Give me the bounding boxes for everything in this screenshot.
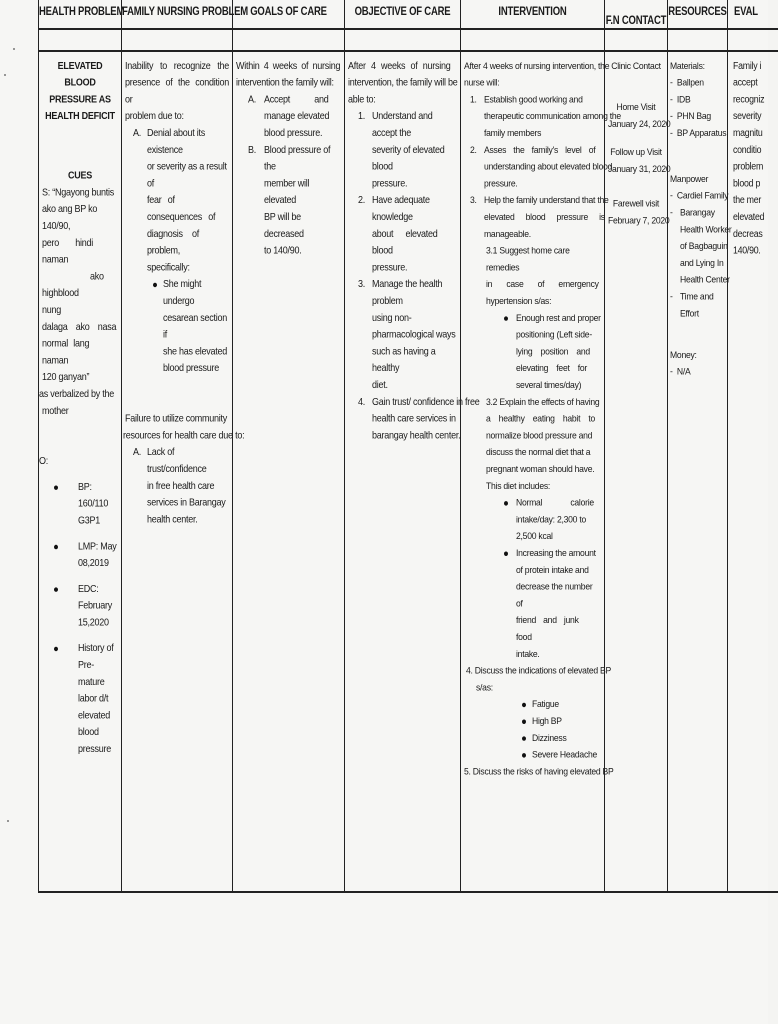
problem-text-line: Failure to utilize community: [125, 412, 228, 424]
resource-text: Health Worker: [680, 223, 732, 235]
intervention-text-line: 2,500 kcal: [516, 530, 553, 542]
intervention-text-line: of protein intake and: [516, 563, 589, 576]
intervention-text-line: nurse will:: [464, 76, 500, 88]
evaluation-cell: [727, 52, 778, 891]
objective-text-line: pressure.: [372, 261, 408, 273]
objective-cue-item: [42, 581, 118, 631]
intervention-text-line: After 4 weeks of nursing intervention, the: [464, 59, 610, 72]
bullet-icon: [153, 282, 157, 286]
table-row: [38, 52, 778, 893]
list-marker: 1.: [470, 93, 477, 105]
intervention-text-line: positioning (Left side-: [516, 328, 592, 340]
objective-text-line: pharmacological ways: [372, 328, 456, 340]
problem-text-line: specifically:: [147, 261, 190, 273]
list-marker: 2.: [470, 143, 477, 156]
objective-cue-text: EDC:: [78, 582, 99, 595]
goal-text-line: Blood pressure of the: [264, 143, 331, 172]
contact-text-line: Home Visit: [616, 101, 656, 113]
objective-cue-text: 15,2020: [78, 616, 109, 628]
objective-cue-text: elevated: [78, 709, 111, 721]
evaluation-text-line: the mer: [733, 194, 762, 206]
intervention-text-line: several times/day): [516, 379, 582, 391]
resource-text: N/A: [676, 365, 691, 377]
evaluation-text-line: problem: [733, 160, 764, 172]
objective-text-line: Manage the health problem: [372, 278, 443, 307]
objective-text-line: such as having a healthy: [372, 345, 436, 374]
objective-cue-item: [42, 479, 118, 529]
evaluation-text-line: conditio: [733, 143, 762, 156]
intervention-text-line: family members: [484, 127, 542, 139]
evaluation-text-line: severity: [733, 110, 762, 122]
problem-text-line: Lack of trust/confidence: [147, 446, 207, 475]
list-marker: 3.: [470, 194, 477, 206]
objective-cue-text: Pre-: [78, 659, 95, 671]
intervention-text-line: Help the family understand that the: [484, 194, 609, 206]
intervention-text-line: intake/day: 2,300 to: [516, 513, 587, 525]
intervention-text-line: in case of emergency: [486, 278, 599, 290]
table-header-row: [38, 0, 778, 30]
problem-text-line: Denial about its existence: [147, 127, 206, 156]
contact-text-line: Clinic Contact: [611, 59, 661, 72]
health-problem-title-line: HEALTH DEFICIT: [45, 110, 115, 122]
intervention-text-line: hypertension s/as:: [486, 295, 552, 307]
subjective-cue-line: pero hindi naman: [42, 236, 94, 265]
bullet-icon: [522, 719, 526, 723]
objective-cue-item: [42, 538, 118, 572]
subjective-cue-line: 120 ganyan”: [42, 371, 90, 383]
intervention-text-line: discuss the normal diet that a: [486, 446, 591, 458]
list-marker: 2.: [358, 194, 366, 206]
objective-cue-text: 08,2019: [78, 557, 109, 569]
goal-text-line: BP will be decreased: [264, 211, 304, 240]
intervention-text-line: Establish good working and: [484, 93, 583, 105]
symptom-text: Fatigue: [532, 698, 559, 710]
evaluation-text-line: Family i: [733, 59, 762, 72]
objective-cue-text: BP:: [78, 480, 92, 493]
header-health-problem: HEALTH PROBLEM: [39, 5, 125, 19]
problem-text-line: in free health care: [147, 479, 215, 492]
resource-text: and Lying In: [680, 256, 724, 269]
resource-text: BP Apparatus: [676, 127, 727, 139]
bullet-icon: [522, 736, 526, 740]
list-item: - N/A: [670, 365, 691, 377]
objective-cue-text: blood: [78, 726, 99, 738]
subjective-cue-line: dalaga ako nasa: [42, 320, 117, 332]
objective-text-line: pressure.: [372, 177, 408, 189]
problem-text-line: fear of consequences of: [147, 194, 216, 223]
goal-text-line: manage elevated: [264, 110, 330, 122]
objective-of-care-cell: [344, 52, 480, 891]
objective-text-line: diet.: [372, 379, 388, 391]
contact-text-line: Farewell visit: [612, 197, 660, 209]
health-problem-title-line: ELEVATED BLOOD: [57, 59, 103, 88]
resource-heading: Manpower: [670, 172, 709, 185]
intervention-text-line: a healthy eating habit to: [486, 412, 596, 424]
list-marker: A.: [248, 93, 257, 105]
objective-text-line: intervention, the family will be: [348, 76, 458, 88]
resource-text: of Bagbaguin: [680, 240, 728, 252]
intervention-text-line: Asses the family's level of: [484, 143, 596, 156]
intervention-text-line: friend and junk food: [516, 614, 579, 643]
objective-text-line: using non-: [372, 311, 412, 324]
list-item: - Ballpen: [670, 76, 704, 88]
objective-text-line: health care services in: [372, 412, 456, 424]
intervention-text-line: 3.2 Explain the effects of having: [486, 395, 600, 408]
resource-text: Health Center: [680, 273, 730, 285]
header-evaluation: EVAL: [734, 5, 758, 19]
intervention-text-line: 3.1 Suggest home care remedies: [486, 244, 570, 273]
health-problem-cell: [38, 52, 121, 891]
cues-label: CUES: [67, 169, 92, 181]
subjective-cue-line: normal lang naman: [42, 337, 90, 366]
bullet-icon: [504, 316, 508, 320]
intervention-text-line: Increasing the amount: [516, 547, 596, 559]
header-resources: RESOURCES: [668, 5, 727, 19]
scan-speck: [7, 820, 9, 822]
list-item: - IDB: [670, 93, 691, 105]
list-item: [522, 730, 601, 747]
objective-text-line: barangay health center.: [372, 429, 461, 441]
objective-text-line: Have adequate knowledge: [372, 194, 430, 223]
symptom-text: High BP: [532, 715, 562, 727]
list-item: - Cardiel Family: [670, 189, 729, 201]
intervention-text-line: decrease the number of: [516, 580, 593, 609]
resource-text: Ballpen: [676, 76, 704, 88]
family-nursing-problem-cell: [121, 52, 245, 891]
list-marker: 3.: [358, 278, 366, 290]
problem-text-line: She might undergo: [163, 278, 202, 307]
intervention-text-line: This diet includes:: [486, 479, 551, 492]
objective-cue-text: labor d/t: [78, 692, 109, 704]
bullet-icon: [522, 753, 526, 757]
goal-text-line: Within 4 weeks of nursing: [236, 59, 341, 72]
intervention-text-line: pressure.: [484, 177, 518, 189]
evaluation-text-line: decreas: [733, 227, 763, 240]
intervention-text-line: 5. Discuss the risks of having elevated BP: [464, 765, 614, 777]
evaluation-text-line: accept: [733, 76, 758, 88]
problem-text-line: presence of the condition or: [125, 76, 229, 105]
goal-text-line: to 140/90.: [264, 244, 302, 256]
objective-cue-item: [42, 640, 118, 758]
goals-of-care-cell: [232, 52, 344, 891]
list-marker: A.: [133, 127, 142, 139]
problem-text-line: blood pressure: [163, 362, 220, 374]
list-marker: B.: [248, 143, 257, 156]
bullet-icon: [54, 587, 58, 591]
list-item: [522, 696, 601, 713]
evaluation-text-line: blood p: [733, 177, 761, 189]
problem-text-line: or severity as a result of: [147, 160, 227, 189]
objective-cue-text: History of: [78, 642, 114, 654]
objective-text-line: able to:: [348, 93, 376, 105]
evaluation-text-line: magnitu: [733, 127, 763, 139]
intervention-text-line: understanding about elevated blood: [484, 160, 613, 172]
subjective-cue-line: highblood nung: [42, 287, 79, 316]
bullet-icon: [54, 646, 58, 650]
problem-text-line: problem due to:: [125, 110, 184, 122]
objective-cue-text: G3P1: [78, 514, 101, 526]
list-item: [522, 713, 601, 730]
objective-cue-text: LMP: May: [78, 540, 117, 552]
list-item: - Barangay Health Worker of Bagbaguin and Lying In Health Center: [670, 204, 724, 288]
objective-cue-text: pressure: [78, 743, 112, 755]
intervention-text-line: s/as:: [476, 681, 493, 693]
resource-text: IDB: [676, 93, 691, 105]
intervention-text-line: elevating feet for: [516, 362, 588, 374]
health-problem-title-line: PRESSURE AS: [49, 93, 111, 105]
problem-text-line: cesarean section if: [163, 311, 228, 340]
evaluation-text-line: recogniz: [733, 93, 765, 105]
contact-text-line: January 31, 2020: [608, 162, 671, 175]
resource-text: Effort: [680, 307, 699, 319]
bullet-icon: [54, 485, 58, 489]
evaluation-text-line: 140/90.: [733, 244, 761, 256]
list-marker: 1.: [358, 110, 366, 122]
objective-cue-text: mature: [78, 675, 105, 688]
symptom-text: Severe Headache: [532, 748, 598, 760]
problem-text-line: resources for health care due to:: [123, 429, 245, 441]
header-family-nursing-problem: FAMILY NURSING PROBLEM: [122, 5, 248, 19]
intervention-text-line: therapeutic communication among the: [484, 110, 621, 122]
symptom-text: Dizziness: [532, 731, 567, 744]
header-intervention: INTERVENTION: [498, 5, 567, 19]
intervention-text-line: 4. Discuss the indications of elevated BP: [466, 664, 611, 676]
intervention-text-line: normalize blood pressure and: [486, 429, 593, 441]
resources-cell: [667, 52, 732, 891]
objective-cue-text: 160/110: [78, 497, 109, 509]
objective-text-line: about elevated blood: [372, 227, 438, 256]
subjective-cue-line: ako: [90, 270, 104, 282]
subjective-cue-line: ako ang BP ko 140/90,: [42, 203, 98, 232]
problem-text-line: services in Barangay: [147, 496, 226, 508]
list-marker: A.: [133, 446, 142, 458]
list-item: [522, 746, 601, 763]
bullet-icon: [504, 551, 508, 555]
contact-text-line: Follow up Visit: [610, 146, 662, 158]
problem-text-line: she has elevated: [163, 345, 228, 357]
intervention-text-line: Normal calorie: [516, 496, 594, 508]
care-plan-table: [38, 0, 778, 893]
problem-text-line: health center.: [147, 513, 198, 525]
goal-text-line: member will elevated: [264, 177, 310, 206]
header-goals-of-care: GOALS OF CARE: [250, 5, 327, 19]
intervention-cell: [460, 52, 621, 891]
table-spacer-row: [38, 30, 778, 52]
contact-text-line: January 24, 2020: [608, 118, 671, 130]
bullet-icon: [504, 501, 508, 505]
resource-text: Barangay: [680, 206, 715, 218]
resource-text: Cardiel Family: [676, 189, 729, 201]
resource-heading: Materials:: [670, 59, 705, 72]
intervention-text-line: Enough rest and proper: [516, 311, 601, 324]
list-marker: 4.: [358, 395, 366, 408]
scan-speck: [13, 48, 15, 50]
intervention-text-line: lying position and: [516, 345, 590, 357]
verbalized-note: as verbalized by the: [39, 388, 115, 400]
intervention-text-line: elevated blood pressure is: [484, 211, 605, 223]
bullet-icon: [54, 544, 58, 548]
resource-text: PHN Bag: [676, 110, 711, 122]
goal-text-line: blood pressure.: [264, 127, 323, 139]
resource-text: Time and: [680, 290, 714, 302]
header-fn-contact: F.N CONTACT: [605, 13, 667, 28]
list-item: - BP Apparatus: [670, 127, 727, 139]
problem-text-line: Inability to recognize the: [125, 59, 229, 72]
objective-text-line: After 4 weeks of nursing: [348, 59, 451, 72]
evaluation-text-line: elevated: [733, 211, 765, 223]
header-objective-of-care: OBJECTIVE OF CARE: [354, 5, 451, 19]
goal-text-line: Accept and: [264, 93, 329, 105]
verbalized-note: mother: [42, 404, 69, 416]
goal-text-line: intervention the family will:: [236, 76, 334, 88]
fn-contact-cell: [604, 52, 671, 891]
scan-speck: [4, 74, 6, 76]
bullet-icon: [522, 702, 526, 706]
list-item: - PHN Bag: [670, 110, 711, 122]
intervention-text-line: manageable.: [484, 227, 531, 240]
resource-heading: Money:: [670, 348, 697, 360]
objective-text-line: severity of elevated blood: [372, 143, 445, 172]
intervention-text-line: pregnant woman should have.: [486, 463, 595, 475]
objective-cue-text: February: [78, 599, 113, 611]
subjective-cue-line: S: “Ngayong buntis: [42, 186, 115, 198]
problem-text-line: diagnosis of problem,: [147, 227, 200, 256]
contact-text-line: February 7, 2020: [608, 214, 670, 226]
objective-text-line: Understand and accept the: [372, 110, 433, 139]
intervention-text-line: intake.: [516, 647, 540, 660]
objective-text-line: Gain trust/ confidence in free: [372, 395, 480, 408]
list-item: - Time and Effort: [670, 288, 724, 322]
objective-cues-label: O:: [39, 455, 49, 467]
